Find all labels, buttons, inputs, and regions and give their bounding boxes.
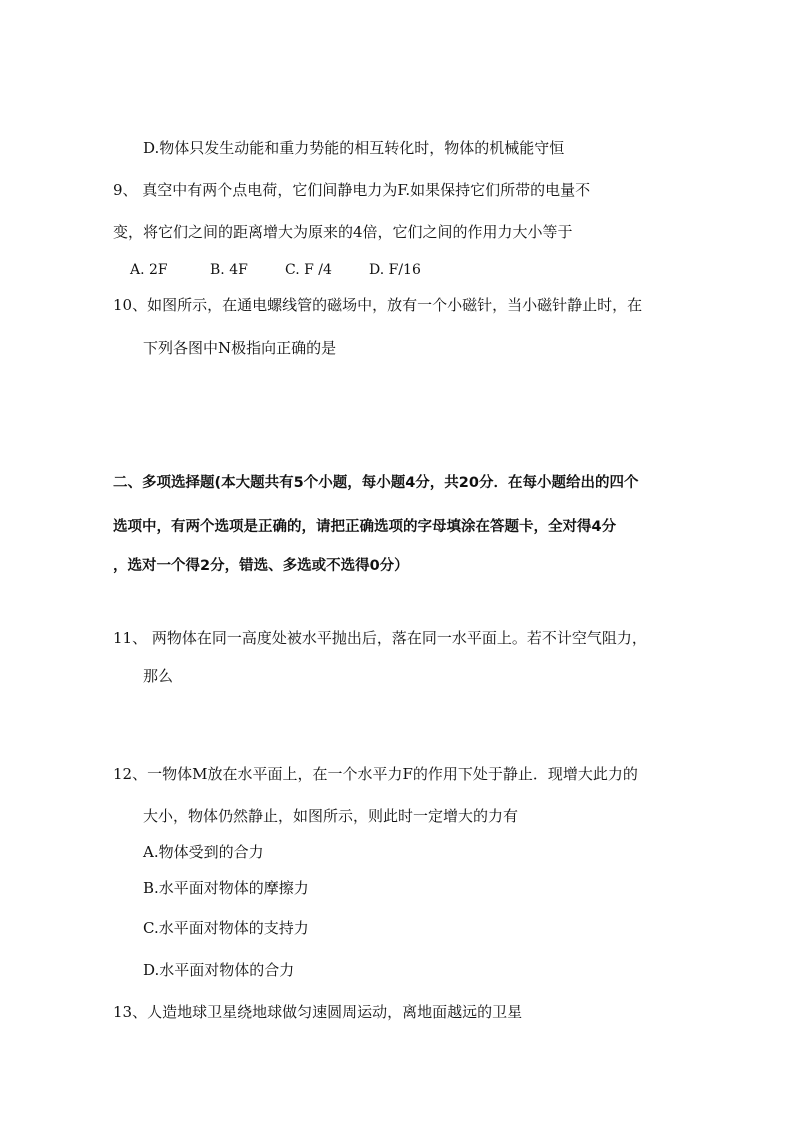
q9-option-c: C. F /4 <box>285 262 332 278</box>
q9-stem-line1: 9、 真空中有两个点电荷，它们间静电力为F.如果保持它们所带的电量不 <box>113 181 591 199</box>
q9-option-a: A. 2F <box>130 262 168 278</box>
q10-stem-line2: 下列各图中N极指向正确的是 <box>143 339 337 357</box>
q12-option-b: B.水平面对物体的摩擦力 <box>143 879 309 897</box>
q9-option-d: D. F/16 <box>369 262 421 278</box>
q12-option-c: C.水平面对物体的支持力 <box>143 919 309 937</box>
q12-option-d: D.水平面对物体的合力 <box>143 961 295 979</box>
section2-heading-line2: 选项中，有两个选项是正确的，请把正确选项的字母填涂在答题卡，全对得4分 <box>113 519 617 535</box>
q11-stem-line2: 那么 <box>143 667 174 685</box>
q10-stem-line1: 10、如图所示，在通电螺线管的磁场中，放有一个小磁针，当小磁针静止时，在 <box>113 296 643 314</box>
q12-stem-line2: 大小，物体仍然静止，如图所示，则此时一定增大的力有 <box>143 807 519 825</box>
q9-options <box>130 260 421 280</box>
q12-option-a: A.物体受到的合力 <box>143 843 264 861</box>
q11-stem-line1: 11、 两物体在同一高度处被水平抛出后，落在同一水平面上。若不计空气阻力， <box>113 629 647 647</box>
section2-heading-line1: 二、多项选择题(本大题共有5个小题，每小题4分，共20分．在每小题给出的四个 <box>113 475 639 491</box>
q9-option-b: B. 4F <box>210 262 248 278</box>
q12-stem-line1: 12、一物体M放在水平面上，在一个水平力F的作用下处于静止．现增大此力的 <box>113 765 638 783</box>
q9-stem-line2: 变，将它们之间的距离增大为原来的4倍，它们之间的作用力大小等于 <box>113 223 573 241</box>
q8-option-d: D.物体只发生动能和重力势能的相互转化时，物体的机械能守恒 <box>143 139 565 157</box>
section2-heading-line3: ，选对一个得2分，错选、多选或不选得0分） <box>113 558 409 574</box>
q13-stem-line1: 13、人造地球卫星绕地球做匀速圆周运动，离地面越远的卫星 <box>113 1003 523 1021</box>
